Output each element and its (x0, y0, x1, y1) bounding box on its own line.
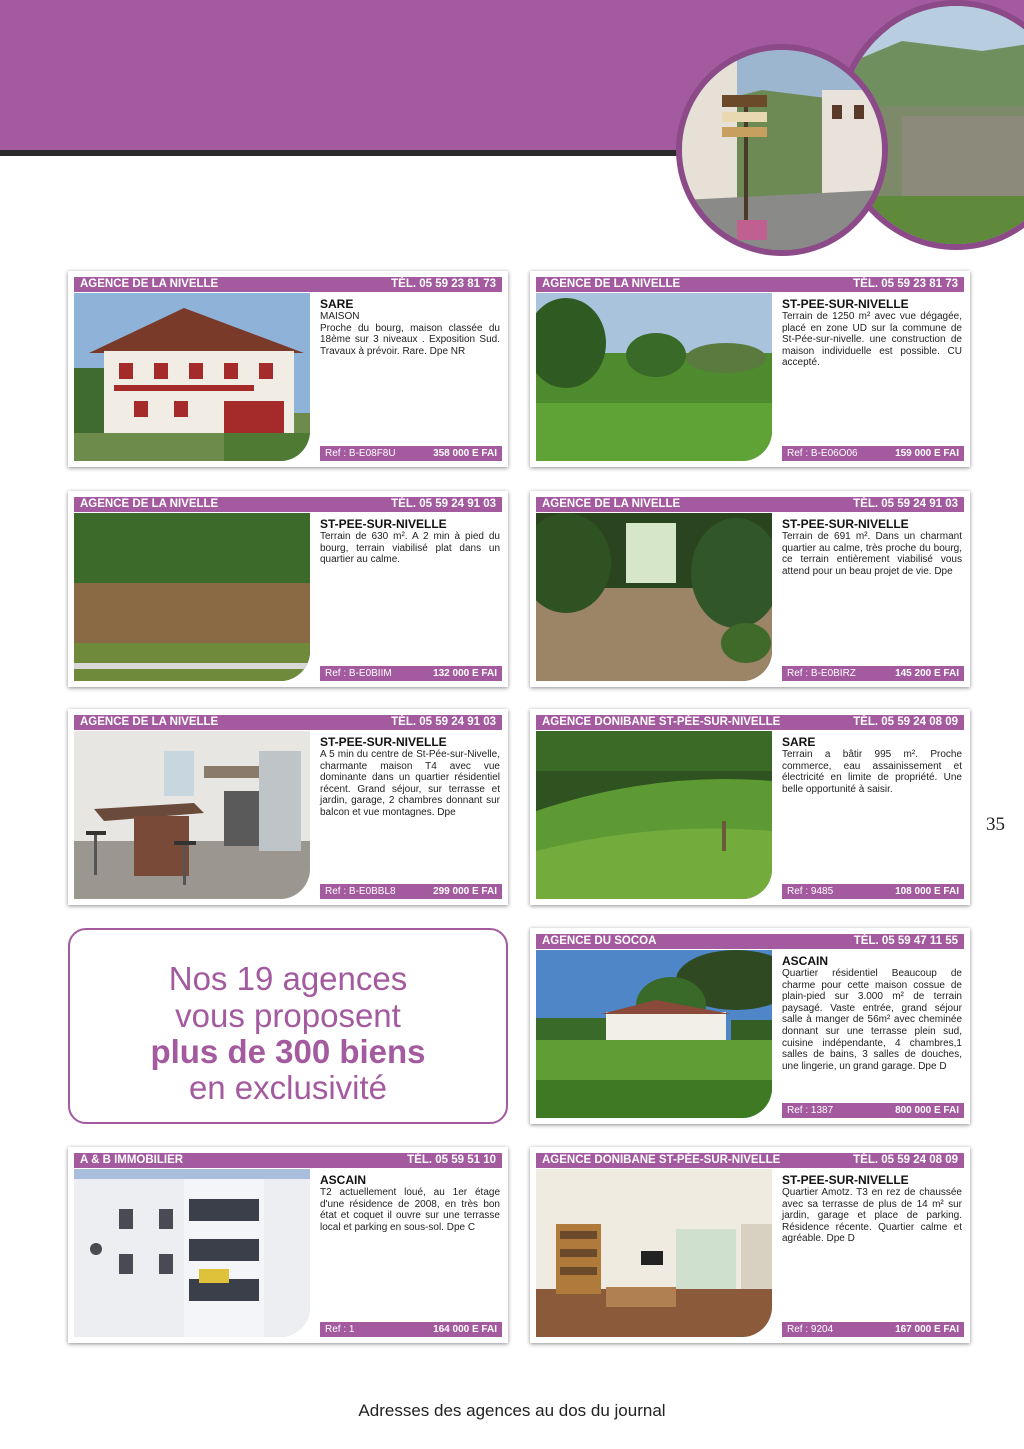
promo-line-4: en exclusivité (188, 1069, 388, 1106)
agency-phone: TÉL. 05 59 51 10 (407, 1154, 496, 1166)
listing-title: ASCAIN (320, 1173, 367, 1187)
promo-line-3: plus de 300 biens (150, 1033, 426, 1070)
listing-subtitle: MAISON (320, 311, 360, 322)
listing-title: ASCAIN (782, 954, 829, 968)
listing-title: ST-PEE-SUR-NIVELLE (782, 297, 909, 311)
listing-description: A 5 min du centre de St-Pée-sur-Nivelle, charmante maison T4 avec vue dominante dans un quartier résidentiel récent. Grand séjour, sur terrasse et jardin, garage, 2 chambres donnant sur balcon et vue montagnes. Dpe (320, 749, 500, 818)
card-header (536, 934, 964, 949)
listing-ref: Ref : B-E08F8U (325, 448, 396, 459)
promo-line-2: vous proposent (175, 997, 401, 1034)
listing-description: Proche du bourg, maison classée du 18ème sur 3 niveaux . Exposition Sud. Travaux à prévoir. Rare. Dpe NR (320, 322, 500, 357)
listing-description: Terrain de 630 m². A 2 min à pied du bourg, terrain viabilisé plat dans un quartier au calme. (320, 531, 500, 566)
card-header (536, 715, 964, 730)
listing-ref: Ref : B-E0BIRZ (787, 668, 856, 679)
card-footer (782, 1103, 964, 1118)
card-footer (320, 884, 502, 899)
listing-card[interactable] (530, 928, 970, 1124)
listing-description: Terrain de 691 m². Dans un charmant quartier au calme, très proche du bourg, ce terrain entièrement viabilisé vous attend pour un beau projet de vie. Dpe (782, 531, 962, 577)
agency-name: AGENCE DE LA NIVELLE (80, 716, 219, 728)
agency-phone: TÉL. 05 59 24 91 03 (853, 498, 958, 510)
listing-ref: Ref : B-E06O06 (787, 448, 858, 459)
agency-name: AGENCE DE LA NIVELLE (542, 498, 681, 510)
agency-name: AGENCE DE LA NIVELLE (542, 278, 681, 290)
listing-price: 164 000 E FAI (433, 1324, 497, 1335)
listing-card[interactable] (68, 491, 508, 687)
listing-description: Quartier résidentiel Beaucoup de charme pour cette maison cossue de plain-pied sur 3.000 m² de terrain paysagé. Vaste entrée, grand séjour salle à manger de 56m² avec cheminée donnant sur une terrasse plein sud, cuisine indépendante, 4 chambres,1 salles de bains, 3 salles de douches, une lingerie, un grand garage. Dpe D (782, 968, 962, 1072)
agency-name: A & B IMMOBILIER (80, 1154, 184, 1166)
listing-price: 159 000 E FAI (895, 448, 959, 459)
listing-ref: Ref : 9204 (787, 1324, 834, 1335)
agency-name: AGENCE DE LA NIVELLE (80, 498, 219, 510)
listing-title: ST-PEE-SUR-NIVELLE (320, 517, 447, 531)
card-header (536, 1153, 964, 1168)
listing-description: Quartier Amotz. T3 en rez de chaussée avec sa terrasse de plus de 14 m² sur jardin, garage et place de parking. Résidence récente. Quartier calme et agréable. Dpe D (782, 1187, 962, 1245)
listing-ref: Ref : 9485 (787, 886, 834, 897)
card-footer (782, 1322, 964, 1337)
photo-hillside (536, 731, 772, 899)
listing-price: 299 000 E FAI (433, 886, 497, 897)
listing-price: 108 000 E FAI (895, 886, 959, 897)
card-footer (782, 446, 964, 461)
photo-cleared-plot (74, 513, 310, 681)
listing-price: 358 000 E FAI (433, 448, 497, 459)
listing-card[interactable] (530, 271, 970, 467)
card-header (536, 277, 964, 292)
listing-ref: Ref : 1 (325, 1324, 355, 1335)
listing-ref: Ref : B-E0BIIM (325, 668, 392, 679)
listing-card[interactable] (68, 1147, 508, 1343)
listing-price: 132 000 E FAI (433, 668, 497, 679)
header-rule (0, 150, 700, 156)
listing-price: 167 000 E FAI (895, 1324, 959, 1335)
card-header (74, 1153, 502, 1168)
listing-card[interactable] (530, 1147, 970, 1343)
listing-ref: Ref : B-E0BBL8 (325, 886, 396, 897)
promo-line-1: Nos 19 agences (168, 960, 408, 997)
card-header (536, 497, 964, 512)
agency-phone: TÉL. 05 59 23 81 73 (853, 278, 958, 290)
card-footer (320, 666, 502, 681)
card-header (74, 277, 502, 292)
listing-card[interactable] (68, 271, 508, 467)
listing-title: SARE (782, 735, 816, 749)
listing-price: 800 000 E FAI (895, 1105, 959, 1116)
card-footer (320, 446, 502, 461)
listing-card[interactable] (68, 709, 508, 905)
listing-description: T2 actuellement loué, au 1er étage d'une résidence de 2008, en très bon état et coquet il ouvre sur une terrasse local et parking en sous-sol. Dpe C (320, 1187, 500, 1233)
agency-phone: TÉL. 05 59 24 91 03 (391, 716, 496, 728)
card-footer (782, 666, 964, 681)
listing-title: ST-PEE-SUR-NIVELLE (782, 1173, 909, 1187)
photo-kitchen (74, 731, 310, 899)
listing-description: Terrain a bâtir 995 m². Proche commerce, eau assainissement et électricité en limite de propriété. Une belle opportunité à saisir. (782, 749, 962, 795)
listing-card[interactable] (530, 709, 970, 905)
card-header (74, 715, 502, 730)
header-photo-village-street (676, 44, 888, 256)
agency-phone: TÉL. 05 59 23 81 73 (391, 278, 496, 290)
agency-name: AGENCE DONIBANE ST-PÉE-SUR-NIVELLE (542, 716, 781, 728)
agency-phone: TÉL. 05 59 47 11 55 (853, 935, 958, 947)
listing-ref: Ref : 1387 (787, 1105, 834, 1116)
card-footer (320, 1322, 502, 1337)
photo-basque-house (74, 293, 310, 461)
agency-phone: TÉL. 05 59 24 08 09 (853, 716, 958, 728)
card-header (74, 497, 502, 512)
listing-card[interactable] (530, 491, 970, 687)
listing-price: 145 200 E FAI (895, 668, 959, 679)
photo-living-room (536, 1169, 772, 1337)
photo-green-field (536, 293, 772, 461)
listing-title: SARE (320, 297, 354, 311)
agency-phone: TÉL. 05 59 24 08 09 (853, 1154, 958, 1166)
agency-name: AGENCE DE LA NIVELLE (80, 278, 219, 290)
photo-apartment-building (74, 1169, 310, 1337)
listing-description: Terrain de 1250 m² avec vue dégagée, placé en zone UD sur la commune de St-Pée-sur-nivelle. une construction de maison individuelle est possible. CU accepté. (782, 311, 962, 369)
photo-villa-garden (536, 950, 772, 1118)
photo-cleared-plot-2 (536, 513, 772, 681)
listing-title: ST-PEE-SUR-NIVELLE (320, 735, 447, 749)
footer-note: Adresses des agences au dos du journal (358, 1401, 666, 1420)
agency-name: AGENCE DU SOCOA (542, 935, 657, 947)
page-number: 35 (986, 814, 1005, 835)
card-footer (782, 884, 964, 899)
agency-name: AGENCE DONIBANE ST-PÉE-SUR-NIVELLE (542, 1154, 781, 1166)
promo-box (68, 928, 508, 1124)
agency-phone: TÉL. 05 59 24 91 03 (391, 498, 496, 510)
listing-title: ST-PEE-SUR-NIVELLE (782, 517, 909, 531)
